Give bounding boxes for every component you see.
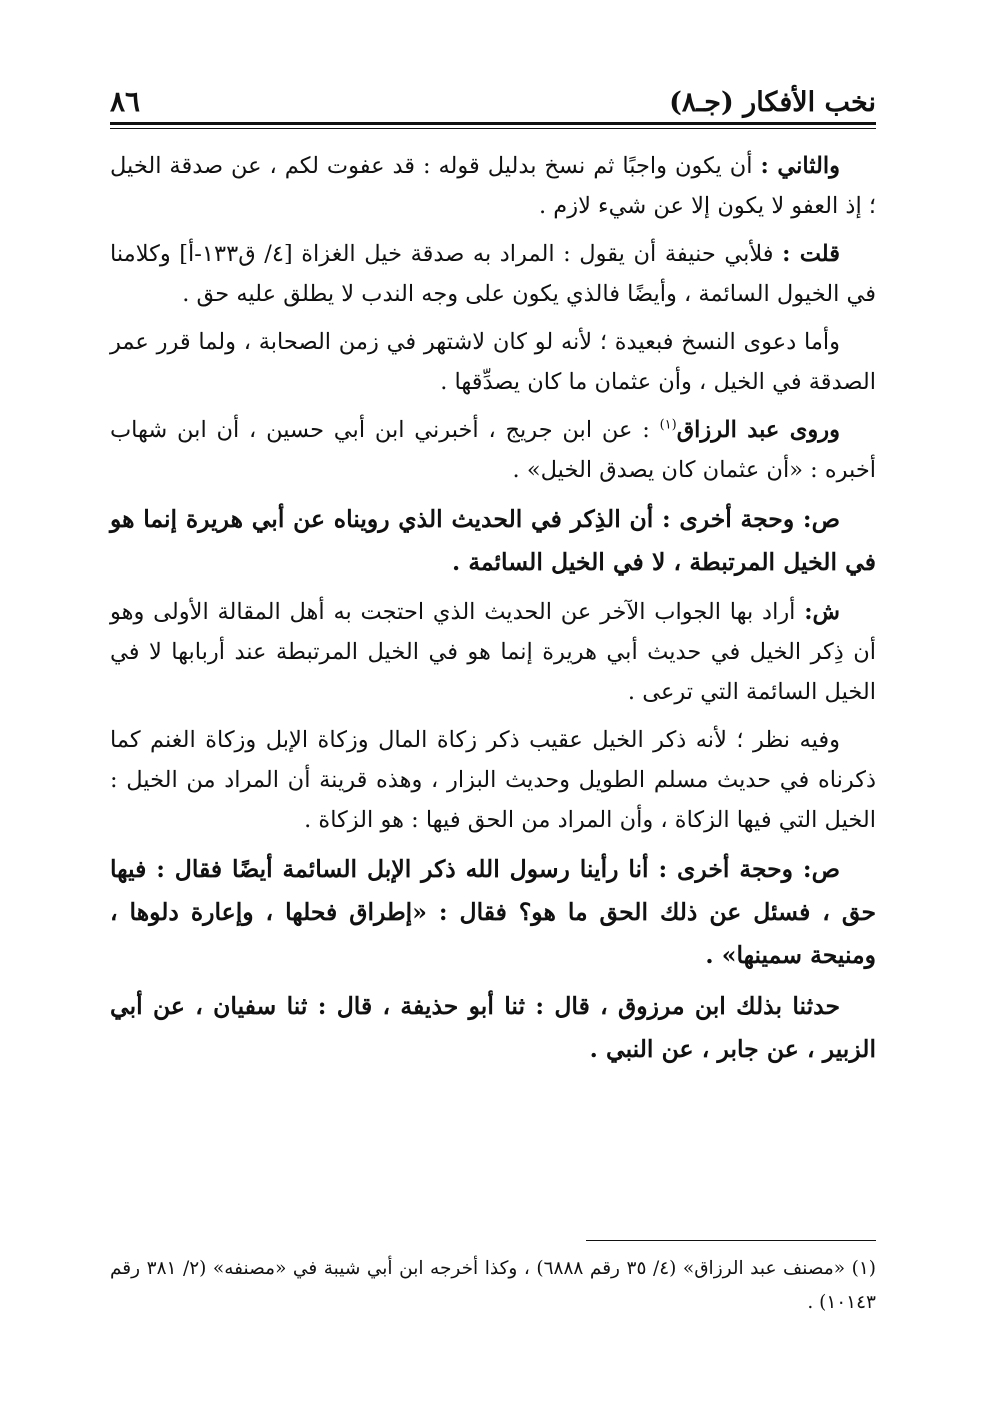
paragraph-4	[110, 410, 876, 490]
paragraph-lead: ص:	[802, 855, 840, 883]
paragraph-6	[110, 592, 876, 712]
paragraph-2	[110, 234, 876, 314]
paragraph-3	[110, 322, 876, 402]
paragraph-text: وأما دعوى النسخ فبعيدة ؛ لأنه لو كان لاشتهر في زمن الصحابة ، ولما قرر عمر الصدقة في الخيل ، وأن عثمان ما كان يصدِّقها .	[110, 329, 876, 395]
paragraph-text: وحجة أخرى : أنا رأينا رسول الله ذكر الإبل السائمة أيضًا فقال : فيها حق ، فسئل عن ذلك الحق ما هو؟ فقال : «إطراق فحلها ، وإعارة دلوها ، ومنيحة سمينها» .	[110, 855, 876, 969]
main-text	[110, 146, 876, 1079]
paragraph-lead: وروى عبد الرزاق	[676, 417, 840, 443]
paragraph-text: حدثنا بذلك ابن مرزوق ، قال : ثنا أبو حذيفة ، قال : ثنا سفيان ، عن أبي الزبير ، عن جابر ، عن النبي .	[110, 992, 876, 1063]
footnote-rule	[586, 1240, 876, 1241]
paragraph-lead: ش:	[804, 599, 840, 625]
running-title: نخب الأفكار (جـ٨)	[669, 87, 876, 118]
page-header	[110, 78, 876, 118]
paragraph-9	[110, 985, 876, 1071]
paragraph-1	[110, 146, 876, 226]
paragraph-lead: والثاني :	[760, 153, 841, 179]
page-number: ٨٦	[110, 85, 141, 118]
paragraph-8	[110, 848, 876, 977]
paragraph-lead: قلت :	[782, 241, 841, 267]
paragraph-7	[110, 720, 876, 840]
paragraph-lead: ص:	[802, 505, 840, 533]
paragraph-text: وفيه نظر ؛ لأنه ذكر الخيل عقيب ذكر زكاة المال وزكاة الإبل وزكاة الغنم كما ذكرناه في حديث مسلم الطويل وحديث البزار ، وهذه قرينة أن المراد من الخيل : الخيل التي فيها الزكاة ، وأن المراد من الحق فيها : هو الزكاة .	[110, 727, 876, 833]
footnote: (١) «مصنف عبد الرزاق» (٤/ ٣٥ رقم ٦٨٨٨) ، وكذا أخرجه ابن أبي شيبة في «مصنفه» (٢/ ٣٨١ رقم ١٠١٤٣) .	[110, 1258, 876, 1313]
paragraph-text: فلأبي حنيفة أن يقول : المراد به صدقة خيل الغزاة [٤/ ق١٣٣-أ] وكلامنا في الخيول السائمة ، وأيضًا فالذي يكون على وجه الندب لا يطلق عليه حق .	[110, 241, 876, 307]
header-rule-thin	[110, 128, 876, 129]
paragraph-text: أراد بها الجواب الآخر عن الحديث الذي احتجت به أهل المقالة الأولى وهو أن ذِكر الخيل في حديث أبي هريرة إنما هو في الخيل المرتبطة عند أربابها لا في الخيل السائمة التي ترعى .	[110, 599, 876, 705]
paragraph-text: أن يكون واجبًا ثم نسخ بدليل قوله : قد عفوت لكم ، عن صدقة الخيل ؛ إذ العفو لا يكون إلا عن شيء لازم .	[110, 153, 876, 219]
header-rule-thick	[110, 122, 876, 125]
footnote-ref: (١)	[659, 417, 677, 433]
paragraph-5	[110, 498, 876, 584]
paragraph-text: : عن ابن جريج ، أخبرني ابن أبي حسين ، أن ابن شهاب أخبره : «أن عثمان كان يصدق الخيل» .	[110, 417, 876, 483]
paragraph-text: وحجة أخرى : أن الذِكر في الحديث الذي رويناه عن أبي هريرة إنما هو في الخيل المرتبطة ، لا في الخيل السائمة .	[110, 505, 876, 576]
